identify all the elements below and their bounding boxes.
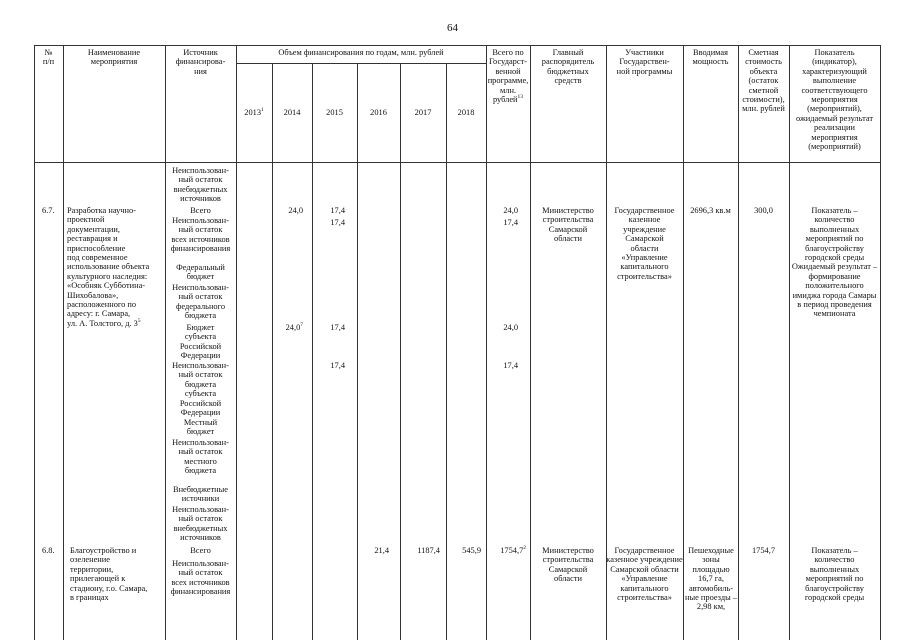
- manager-cell: Министерство строительства Самарской области: [542, 546, 594, 584]
- col-border: [236, 45, 237, 640]
- value-cell: 24,0: [503, 206, 518, 215]
- header-name: Наименование мероприятия: [87, 48, 141, 67]
- source-cell: Неиспользован- ный остаток местного бюджета: [172, 438, 229, 476]
- col-border: [63, 45, 64, 640]
- value-cell: 24,0: [503, 323, 518, 332]
- value-cell: 17,4: [503, 361, 518, 370]
- row-number: 6.8.: [42, 546, 55, 555]
- header-total: Всего по Государст- венной программе, млн. рублей$^{13}$: [487, 48, 529, 105]
- source-cell: Неиспользован- ный остаток всех источников финансирования: [170, 216, 231, 254]
- header-cost: Сметная стоимость объекта (остаток сметной стоимости), млн. рублей: [742, 48, 785, 114]
- value-cell: 17,4: [330, 218, 345, 227]
- value-cell: 17,4: [503, 218, 518, 227]
- value-cell: 21,4: [374, 546, 389, 555]
- source-cell: Неиспользован- ный остаток всех источников финансирования: [170, 559, 231, 597]
- value-cell: 17,4: [330, 323, 345, 332]
- source-cell: Всего: [190, 206, 211, 215]
- source-cell: Неиспользован- ный остаток бюджета субъекта Российской Федерации: [172, 361, 229, 418]
- header-year-2014: 2014: [283, 108, 301, 117]
- participants-cell: Государственное казенное учреждение Самарской области «Управление капитального строительства»: [606, 546, 683, 603]
- header-indicator: Показатель (индикатор), характеризующий выполнение соответствующего мероприятия (мероприятий), ожидаемый результат реализации мероприятия (мероприятий): [795, 48, 873, 152]
- value-cell: 24,0$^7$: [285, 322, 303, 332]
- year-col-border: [312, 63, 313, 640]
- manager-cell: Министерство строительства Самарской области: [542, 206, 594, 244]
- source-cell: Местный бюджет: [183, 418, 218, 437]
- value-cell: 24,0: [288, 206, 303, 215]
- indicator-cell: Показатель – количество выполненных мероприятий по благоустройству городской среды Ожидаемый результат – формирование положительного имиджа города Самары в период проведения чемпионата: [791, 206, 878, 319]
- measure-name: Благоустройство и озеленение территории, прилегающей к стадиону, г.о. Самара, в границах: [70, 546, 148, 603]
- header-capacity: Вводимая мощность: [692, 48, 729, 67]
- header-year-2017: 2017: [414, 108, 432, 117]
- year-col-border: [272, 63, 273, 640]
- header-bottom-border: [34, 162, 880, 163]
- participants-cell: Государственное казенное учреждение Самарской области «Управление капитального строительства»: [614, 206, 675, 281]
- source-cell: Неиспользован- ный остаток внебюджетных источников: [172, 166, 229, 204]
- header-source: Источник финансирова- ния: [175, 48, 226, 76]
- header-manager: Главный распорядитель бюджетных средств: [541, 48, 595, 86]
- header-year-2016: 2016: [370, 108, 387, 117]
- header-num: № п/п: [42, 48, 55, 67]
- source-cell: Неиспользован- ный остаток внебюджетных источников: [172, 505, 229, 543]
- header-year-2013: 2013$^1$: [244, 107, 264, 117]
- page-number: 64: [447, 22, 458, 34]
- cost-cell: 300,0: [754, 206, 773, 215]
- capacity-cell: Пешеходные зоны площадью 16,7 га, автомобиль- ные проезды – 2,98 км,: [684, 546, 738, 612]
- years-divider: [236, 63, 486, 64]
- value-cell: 1754,7$^2$: [500, 545, 526, 555]
- indicator-cell: Показатель – количество выполненных мероприятий по благоустройству городской среды: [804, 546, 865, 603]
- source-cell: Неиспользован- ный остаток федерального бюджета: [172, 283, 229, 321]
- source-cell: Внебюджетные источники: [172, 485, 229, 504]
- source-cell: Всего: [190, 546, 211, 555]
- capacity-cell: 2696,3 кв.м: [690, 206, 731, 215]
- value-cell: 545,9: [462, 546, 481, 555]
- col-border: [34, 45, 35, 640]
- measure-name: Разработка научно- проектной документации, реставрация и приспособление под современное использование объекта культурного наследия: «Особняк Субботина- Шихобалова», расположенного по адресу: г. Самара, ул. А. Толстого, д. $3^5$: [67, 206, 150, 328]
- col-border: [880, 45, 881, 640]
- header-volume: Объем финансирования по годам, млн. рублей: [278, 48, 444, 57]
- header-year-2018: 2018: [457, 108, 475, 117]
- value-cell: 1187,4: [417, 546, 440, 555]
- value-cell: 17,4: [330, 361, 345, 370]
- source-cell: Федеральный бюджет: [176, 263, 225, 282]
- row-number: 6.7.: [42, 206, 55, 215]
- header-year-2015: 2015: [326, 108, 343, 117]
- source-cell: Бюджет субъекта Российской Федерации: [179, 323, 222, 361]
- value-cell: 17,4: [330, 206, 345, 215]
- header-participants: Участники Государствен- ной программы: [616, 48, 673, 76]
- table-top-border: [34, 45, 880, 46]
- cost-cell: 1754,7: [751, 546, 776, 555]
